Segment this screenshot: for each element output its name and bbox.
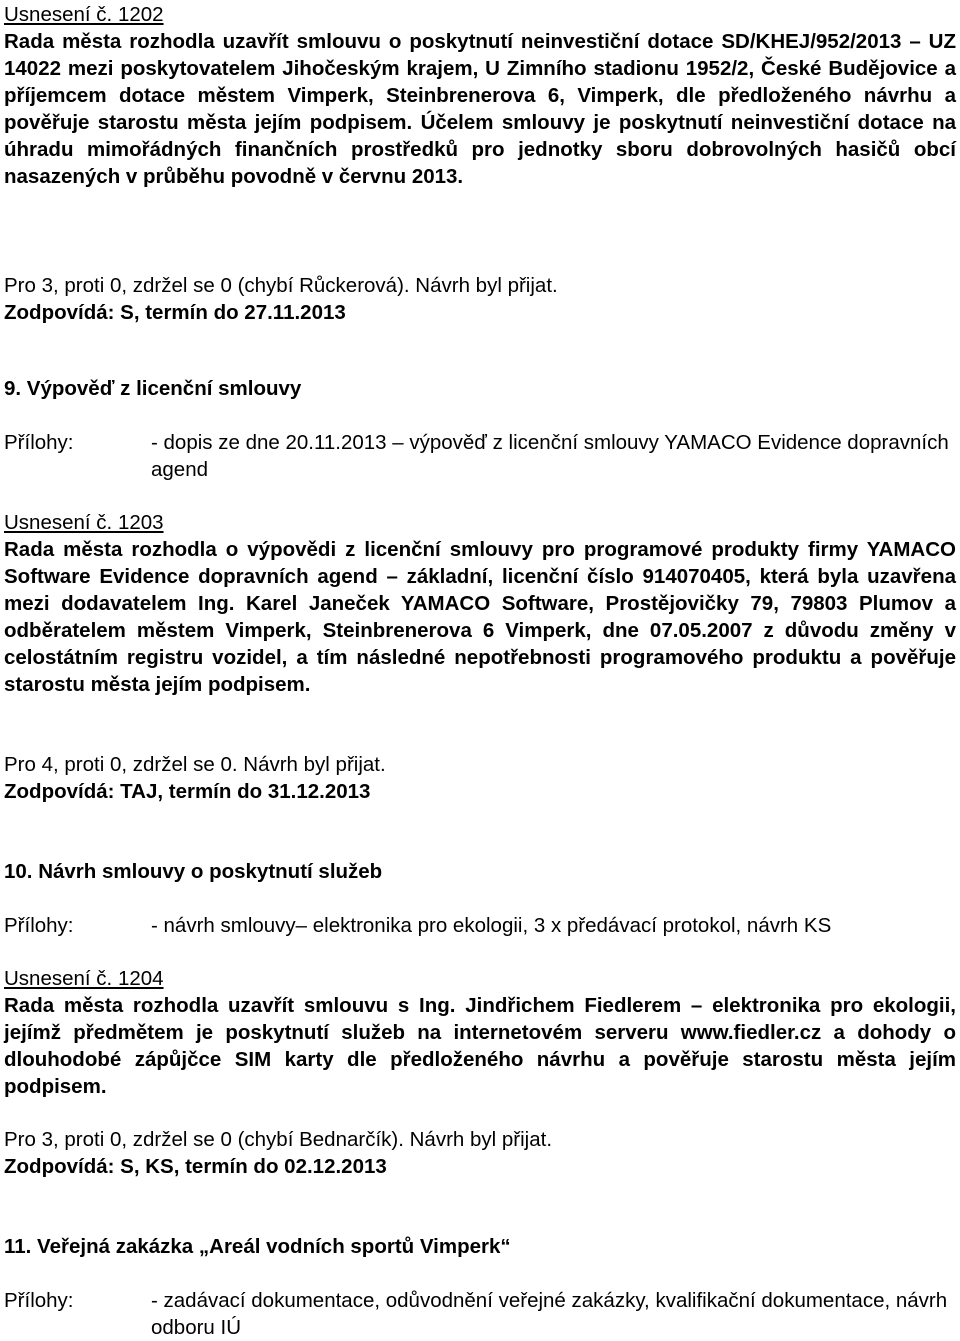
item-9-attachments-label: Přílohy: [4,431,74,454]
resolution-1204-heading: Usnesení č. 1204 [4,967,164,990]
resolution-1203-vote: Pro 4, proti 0, zdržel se 0. Návrh byl přijat. [4,753,386,776]
item-9-attachments-value: - dopis ze dne 20.11.2013 – výpověď z licenční smlouvy YAMACO Evidence dopravních agend [151,431,949,481]
resolution-1204-vote: Pro 3, proti 0, zdržel se 0 (chybí Bednarčík). Návrh byl přijat. [4,1128,553,1151]
item-11-attachments-value: - zadávací dokumentace, odůvodnění veřejné zakázky, kvalifikační dokumentace, návrh odboru IÚ [151,1289,948,1339]
resolution-1202-vote: Pro 3, proti 0, zdržel se 0 (chybí Růckerová). Návrh byl přijat. [4,274,558,297]
item-10-attachments-label: Přílohy: [4,914,74,937]
resolution-1203-responsible: Zodpovídá: TAJ, termín do 31.12.2013 [4,780,371,803]
resolution-1202-responsible: Zodpovídá: S, termín do 27.11.2013 [4,301,346,324]
resolution-1204-text: Rada města rozhodla uzavřít smlouvu s Ing. Jindřichem Fiedlerem – elektronika pro ekologii, jejímž předmětem je poskytnutí služeb na internetovém serveru www.fiedler.cz a dohody o dlouhodobé zápůjčce SIM karty dle předloženého návrhu a pověřuje starostu města jejím podpisem. [4,994,956,1098]
item-9-title: 9. Výpověď z licenční smlouvy [4,377,302,400]
resolution-1203-text: Rada města rozhodla o výpovědi z licenční smlouvy pro programové produkty firmy YAMACO Software Evidence dopravních agend – základní, licenční číslo 914070405, která byla uzavřena mezi dodavatelem Ing. Karel Janeček YAMACO Software, Prostějovičky 79, 79803 Plumov a odběratelem městem Vimperk, Steinbrenerova 6 Vimperk, dne 07.05.2007 z důvodu změny v celostátním registru vozidel, a tím následné nepotřebnosti programového produktu a pověřuje starostu města jejím podpisem. [4,538,956,696]
resolution-1202-heading: Usnesení č. 1202 [4,3,164,26]
resolution-1203-heading: Usnesení č. 1203 [4,511,164,534]
item-10-title: 10. Návrh smlouvy o poskytnutí služeb [4,860,383,883]
resolution-1202-text: Rada města rozhodla uzavřít smlouvu o poskytnutí neinvestiční dotace SD/KHEJ/952/2013 – UZ 14022 mezi poskytovatelem Jihočeským krajem, U Zimního stadionu 1952/2, České Budějovice a příjemcem dotace městem Vimperk, Steinbrenerova 6, Vimperk, dle předloženého návrhu a pověřuje starostu města jejím podpisem. Účelem smlouvy je poskytnutí neinvestiční dotace na úhradu mimořádných finančních prostředků pro jednotky sboru dobrovolných hasičů obcí nasazených v průběhu povodně v červnu 2013. [4,30,956,188]
item-10-attachments-value: - návrh smlouvy– elektronika pro ekologii, 3 x předávací protokol, návrh KS [151,914,832,937]
item-11-attachments-label: Přílohy: [4,1289,74,1312]
resolution-1204-responsible: Zodpovídá: S, KS, termín do 02.12.2013 [4,1155,387,1178]
item-11-title: 11. Veřejná zakázka „Areál vodních sportů Vimperk“ [4,1235,511,1258]
